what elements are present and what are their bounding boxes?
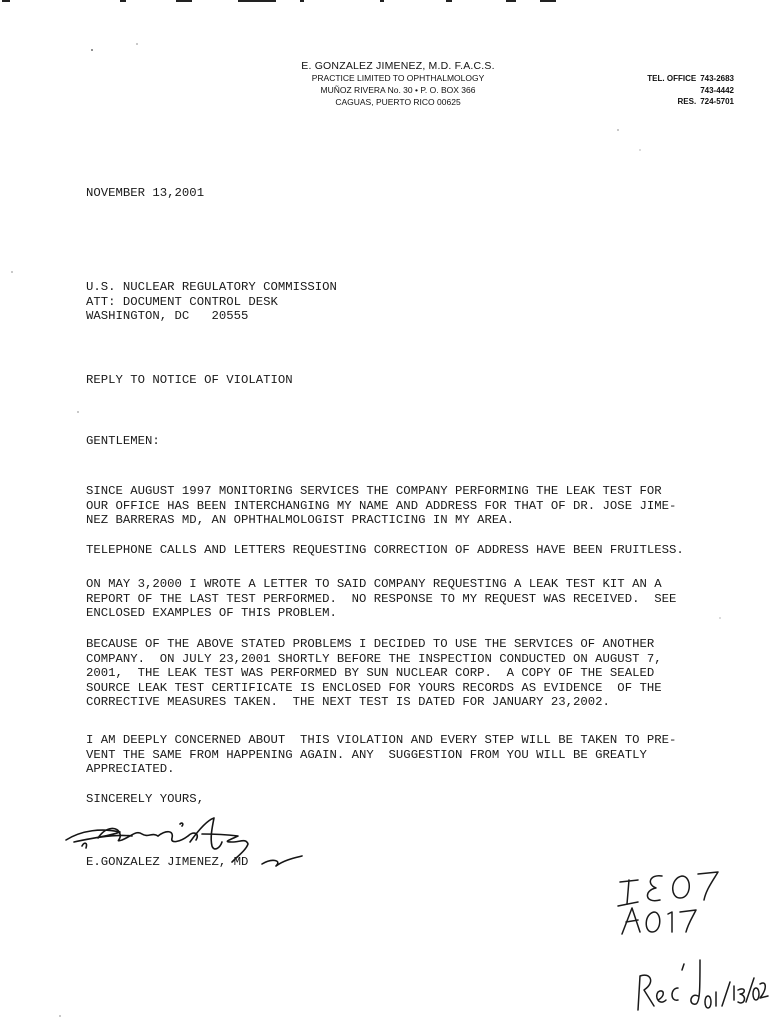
body-paragraph-3: ON MAY 3,2000 I WROTE A LETTER TO SAID COMPANY REQUESTING A LEAK TEST KIT AN A REPORT OF THE LAST TEST PERFORMED. NO RESPONSE TO MY REQUEST WAS RECEIVED. SEE ENCLOSED EXAMPLES OF THIS PROBLEM. <box>86 577 677 621</box>
letterhead-name: E. GONZALEZ JIMENEZ, M.D. F.A.C.S. <box>301 60 495 72</box>
recipient-line-3: WASHINGTON, DC 20555 <box>86 309 249 324</box>
office-phone-1: 743-2683 <box>700 74 734 83</box>
body-paragraph-5: I AM DEEPLY CONCERNED ABOUT THIS VIOLATION AND EVERY STEP WILL BE TAKEN TO PRE- VENT THE SAME FROM HAPPENING AGAIN. ANY SUGGESTION FROM YOU WILL BE GREATLY APPRECIATED. <box>86 733 677 777</box>
recipient-address <box>86 280 337 324</box>
letterhead <box>248 60 548 108</box>
letterhead-city: CAGUAS, PUERTO RICO 00625 <box>335 97 461 107</box>
recipient-line-1: U.S. NUCLEAR REGULATORY COMMISSION <box>86 280 337 294</box>
residence-phone-label: RES. <box>677 97 697 106</box>
recipient-line-2: ATT: DOCUMENT CONTROL DESK <box>86 294 278 309</box>
letterhead-specialty: PRACTICE LIMITED TO OPHTHALMOLOGY <box>311 73 485 83</box>
office-phone-label: TEL. OFFICE <box>647 74 697 83</box>
residence-phone: 724-5701 <box>700 97 734 106</box>
subject-line: REPLY TO NOTICE OF VIOLATION <box>86 373 293 387</box>
body-paragraph-2: TELEPHONE CALLS AND LETTERS REQUESTING CORRECTION OF ADDRESS HAVE BEEN FRUITLESS. <box>86 543 684 557</box>
scan-top-edge-marks <box>0 0 770 8</box>
office-phone-2: 743-4442 <box>700 85 734 95</box>
signer-name: E.GONZALEZ JIMENEZ, MD <box>86 855 249 869</box>
closing: SINCERELY YOURS, <box>86 792 205 806</box>
salutation: GENTLEMEN: <box>86 434 160 448</box>
body-paragraph-1: SINCE AUGUST 1997 MONITORING SERVICES THE COMPANY PERFORMING THE LEAK TEST FOR OUR OFFICE HAS BEEN INTERCHANGING MY NAME AND ADDRESS FOR THAT OF DR. JOSE JIME- NEZ BARRERAS MD, AN OPHTHALMOLOGIST PRACTICING IN MY AREA. <box>86 484 677 528</box>
letter-date: NOVEMBER 13,2001 <box>86 186 205 200</box>
body-paragraph-4: BECAUSE OF THE ABOVE STATED PROBLEMS I DECIDED TO USE THE SERVICES OF ANOTHER COMPANY. ON JULY 23,2001 SHORTLY BEFORE THE INSPECTION CONDUCTED ON AUGUST 7, 2001, THE LEAK TEST WAS PERFORMED BY SUN NUCLEAR CORP. A COPY OF THE SEALED SOURCE LEAK TEST CERTIFICATE IS ENCLOSED FOR YOURS RECORDS AS EVIDENCE OF THE CORRECTIVE MEASURES TAKEN. THE NEXT TEST IS DATED FOR JANUARY 23,2002. <box>86 637 662 710</box>
letterhead-street: MUÑOZ RIVERA No. 30 • P. O. BOX 366 <box>320 85 476 95</box>
handwritten-received-note <box>600 860 770 1020</box>
phone-block <box>600 73 734 108</box>
